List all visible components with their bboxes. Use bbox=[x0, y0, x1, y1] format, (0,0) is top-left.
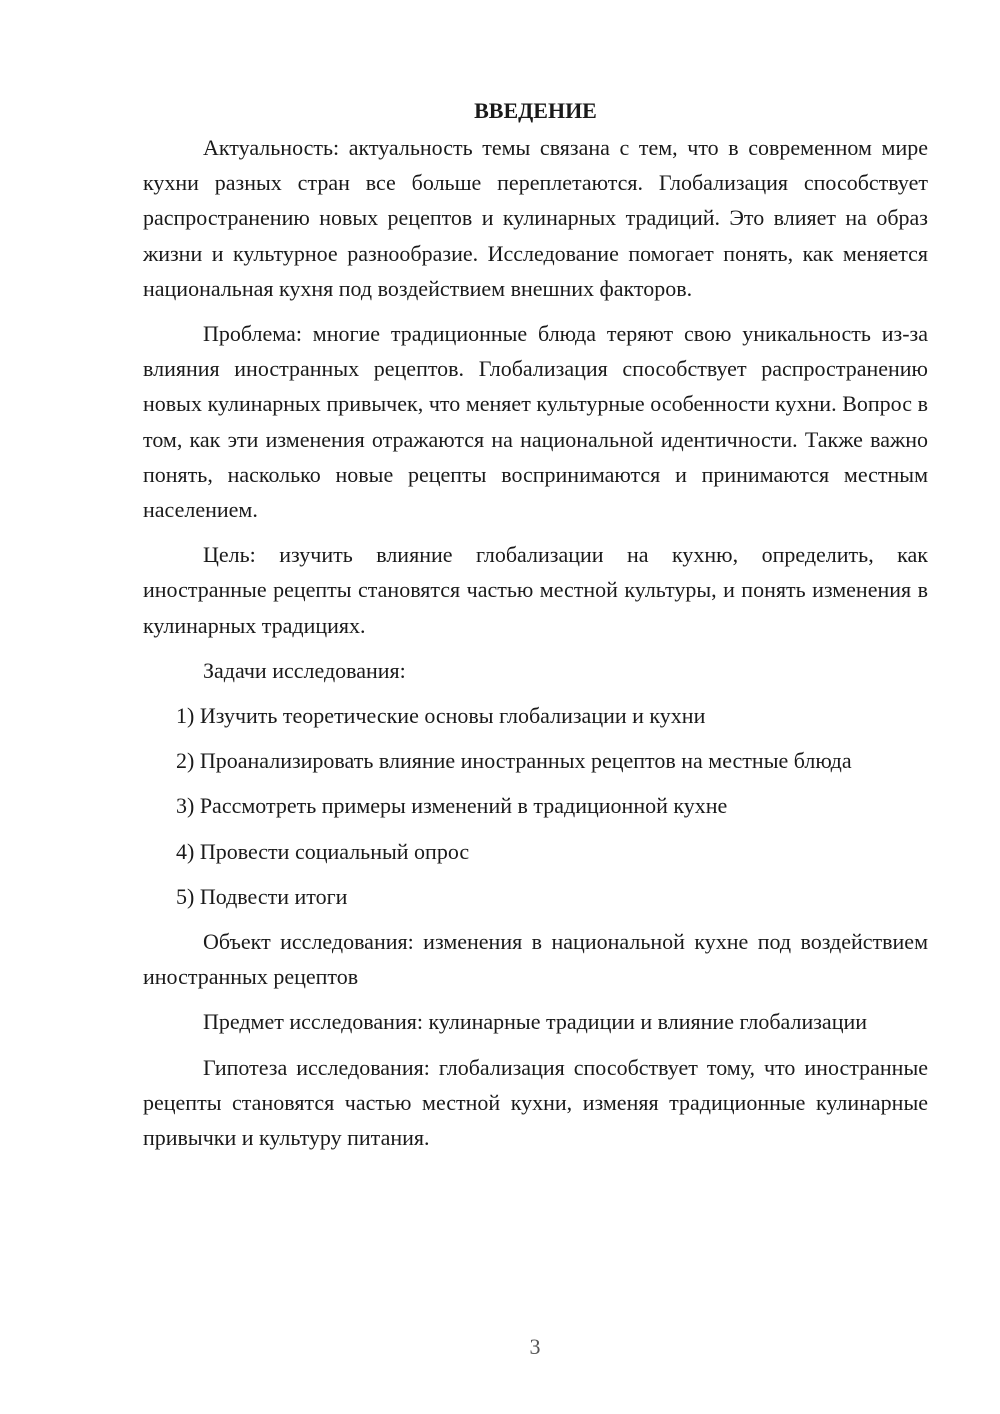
paragraph-subject: Предмет исследования: кулинарные традиции и влияние глобализации bbox=[203, 1009, 868, 1035]
task-item-3: 3) Рассмотреть примеры изменений в традиционной кухне bbox=[176, 793, 728, 819]
task-item-1: 1) Изучить теоретические основы глобализации и кухни bbox=[176, 703, 706, 729]
task-item-2: 2) Проанализировать влияние иностранных рецептов на местные блюда bbox=[176, 748, 852, 774]
task-item-5: 5) Подвести итоги bbox=[176, 883, 348, 909]
page-title: ВВЕДЕНИЕ bbox=[474, 98, 597, 123]
page-number: 3 bbox=[529, 1334, 541, 1359]
paragraph-object: Объект исследования: изменения в национальной кухне под воздействием иностранных рецептов bbox=[143, 929, 928, 990]
task-item-4: 4) Провести социальный опрос bbox=[176, 838, 470, 864]
tasks-heading: Задачи исследования: bbox=[203, 657, 406, 683]
paragraph-relevance: Актуальность: актуальность темы связана с тем, что в современном мире кухни разных стран все больше переплетаются. Глобализация способствует распространению новых рецептов и кулинарных традиций. Это влияет на образ жизни и культурное разнообразие. Исследование помогает понять, как меняется национальная кухня под воздействием внешних факторов. bbox=[143, 135, 928, 301]
paragraph-goal: Цель: изучить влияние глобализации на кухню, определить, как иностранные рецепты становятся частью местной культуры, и понять изменения в кулинарных традициях. bbox=[143, 542, 928, 638]
paragraph-problem: Проблема: многие традиционные блюда теряют свою уникальность из-за влияния иностранных рецептов. Глобализация способствует распространению новых кулинарных привычек, что меняет культурные особенности кухни. Вопрос в том, как эти изменения отражаются на национальной идентичности. Также важно понять, насколько новые рецепты воспринимаются и принимаются местным населением. bbox=[143, 321, 928, 523]
tasks-list bbox=[143, 698, 928, 914]
page-content bbox=[143, 96, 928, 1165]
paragraph-hypothesis: Гипотеза исследования: глобализация способствует тому, что иностранные рецепты становятся частью местной кухни, изменяя традиционные кулинарные привычки и культуру питания. bbox=[143, 1054, 928, 1151]
